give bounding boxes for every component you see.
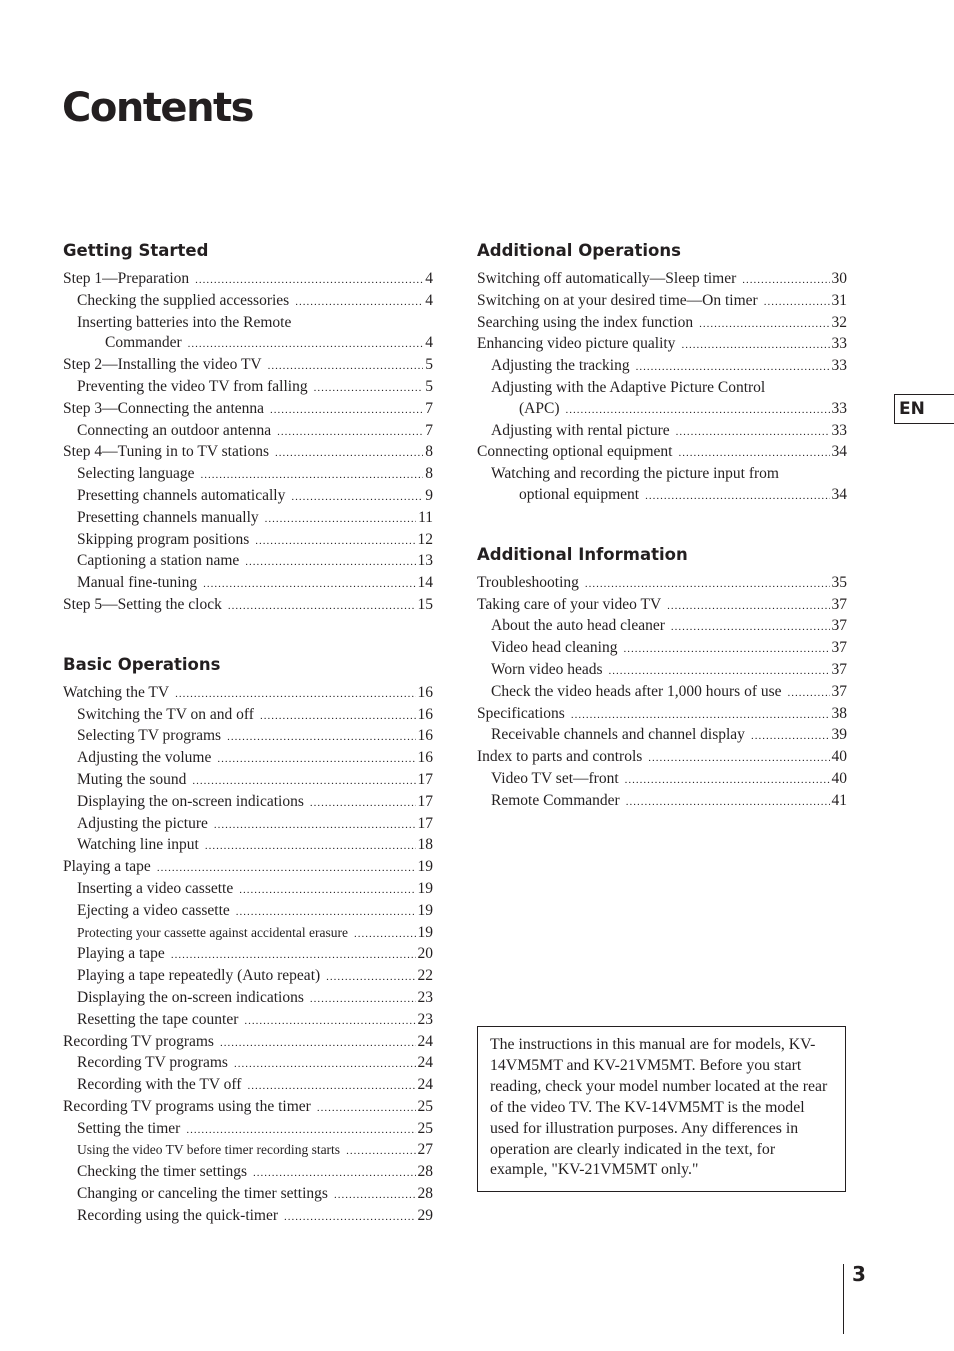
dot-leader <box>699 314 829 335</box>
toc-entry-text: Presetting channels automatically <box>77 486 286 504</box>
toc-page-number: 37 <box>831 682 847 700</box>
toc-page-number: 41 <box>831 791 847 809</box>
toc-page-number: 33 <box>831 335 847 353</box>
toc-page-number: 18 <box>417 836 433 854</box>
toc-entry <box>63 683 433 705</box>
toc-section <box>477 544 847 813</box>
toc-entry <box>63 1206 433 1228</box>
toc-entry-text: Resetting the tape counter <box>77 1010 239 1028</box>
toc-page-number: 33 <box>831 357 847 375</box>
toc-section <box>63 240 433 617</box>
section-heading: Additional Information <box>477 544 688 564</box>
dot-leader <box>171 945 416 966</box>
toc-page-number: 7 <box>425 421 433 439</box>
dot-leader <box>255 531 415 552</box>
toc-page-number: 28 <box>417 1185 433 1203</box>
toc-entry <box>477 682 847 704</box>
section-heading: Basic Operations <box>63 654 221 674</box>
toc-page-number: 16 <box>417 727 433 745</box>
toc-entry-text: Adjusting the tracking <box>491 357 630 375</box>
dot-leader <box>788 683 830 704</box>
toc-entry <box>63 573 433 595</box>
toc-entry <box>477 421 847 443</box>
dot-leader <box>205 836 416 857</box>
dot-leader <box>667 596 829 617</box>
dot-leader <box>217 749 415 770</box>
toc-entry <box>63 814 433 836</box>
toc-entry <box>63 705 433 727</box>
toc-page-number: 37 <box>831 595 847 613</box>
dot-leader <box>295 292 423 313</box>
dot-leader <box>275 443 423 464</box>
dot-leader <box>676 422 830 443</box>
toc-entry-text: Specifications <box>477 704 565 722</box>
dot-leader <box>314 378 424 399</box>
toc-entry <box>63 835 433 857</box>
toc-entry <box>477 291 847 313</box>
toc-entry-text: Playing a tape <box>77 945 165 963</box>
toc-entry <box>63 421 433 443</box>
toc-page-number: 17 <box>417 814 433 832</box>
toc-entry <box>63 1162 433 1184</box>
dot-leader <box>354 924 415 945</box>
dot-leader <box>245 552 415 573</box>
toc-entry-text: Muting the sound <box>77 770 187 788</box>
toc-page-number: 38 <box>831 704 847 722</box>
toc-page-number: 9 <box>425 486 433 504</box>
toc-entry <box>477 313 847 335</box>
toc-entry-text: Check the video heads after 1,000 hours of use <box>491 682 782 700</box>
dot-leader <box>236 902 416 923</box>
toc-entry <box>477 269 847 291</box>
model-note-box: The instructions in this manual are for models, KV-14VM5MT and KV-21VM5MT. Before you start reading, check your model number located at the rear of the video TV. The KV-14VM5MT is the model used for illustration purposes. Any differences in operation are clearly indicated in the text, for example, "KV-21VM5MT only." <box>477 1026 846 1192</box>
toc-page-number: 25 <box>417 1097 433 1115</box>
toc-entry <box>63 879 433 901</box>
dot-leader <box>203 574 415 595</box>
toc-entry <box>63 966 433 988</box>
toc-entry <box>477 660 847 682</box>
toc-entry-text: Captioning a station name <box>77 552 240 570</box>
toc-entry-text: Video head cleaning <box>491 639 618 657</box>
toc-page-number: 37 <box>831 660 847 678</box>
toc-entry-text: Recording using the quick-timer <box>77 1206 279 1224</box>
toc-entry-text: Remote Commander <box>491 791 620 809</box>
toc-entry-text: Displaying the on-screen indications <box>77 792 304 810</box>
dot-leader <box>157 858 416 879</box>
toc-page-number: 7 <box>425 399 433 417</box>
toc-entry <box>63 988 433 1010</box>
toc-page-number: 16 <box>417 683 433 701</box>
dot-leader <box>648 748 829 769</box>
toc-entry-text: Checking the supplied accessories <box>77 291 290 309</box>
toc-entry <box>63 442 433 464</box>
toc-entry <box>477 704 847 726</box>
dot-leader <box>186 1120 415 1141</box>
dot-leader <box>265 509 416 530</box>
toc-entry-text: Adjusting the picture <box>77 814 208 832</box>
toc-page-number: 16 <box>417 705 433 723</box>
dot-leader <box>268 356 424 377</box>
toc-entry-text: About the auto head cleaner <box>491 617 665 635</box>
dot-leader <box>201 465 424 486</box>
toc-page-number: 37 <box>831 617 847 635</box>
toc-page-number: 34 <box>831 443 847 461</box>
toc-page-number: 12 <box>417 530 433 548</box>
toc-page-number: 23 <box>417 1010 433 1028</box>
dot-leader <box>671 617 830 638</box>
toc-entry <box>477 573 847 595</box>
toc-page-number: 4 <box>425 270 433 287</box>
toc-entry-text: Step 4—Tuning in to TV stations <box>63 443 269 461</box>
toc-entry-text: Step 5—Setting the clock <box>63 595 222 613</box>
dot-leader <box>585 574 830 595</box>
toc-entry-text: Adjusting the volume <box>77 749 212 767</box>
toc-section <box>63 654 433 1228</box>
toc-page-number: 29 <box>417 1206 433 1224</box>
toc-entry-text: Connecting an outdoor antenna <box>77 421 272 439</box>
toc-entry-text: Skipping program positions <box>77 530 250 548</box>
toc-page-number: 30 <box>831 270 847 287</box>
toc-entry <box>477 378 847 399</box>
dot-leader <box>626 792 830 813</box>
toc-page-number: 24 <box>417 1076 433 1094</box>
toc-entry <box>63 1075 433 1097</box>
toc-entry <box>63 595 433 617</box>
toc-entry <box>477 638 847 660</box>
dot-leader <box>645 486 829 507</box>
toc-entry <box>477 334 847 356</box>
toc-entry <box>63 530 433 552</box>
toc-entry-text: Displaying the on-screen indications <box>77 988 304 1006</box>
toc-entry-text: Commander <box>105 334 182 352</box>
dot-leader <box>326 967 415 988</box>
toc-entry <box>63 748 433 770</box>
toc-entry-text: Watching the TV <box>63 683 170 701</box>
dot-leader <box>346 1141 415 1162</box>
dot-leader <box>260 706 416 727</box>
toc-entry-text: Ejecting a video cassette <box>77 901 230 919</box>
toc-entry <box>63 1097 433 1119</box>
section-heading: Getting Started <box>63 241 209 260</box>
toc-page-number: 17 <box>417 770 433 788</box>
toc-entry-text: Recording TV programs <box>63 1032 214 1050</box>
toc-entry-text: Enhancing video picture quality <box>477 335 676 353</box>
toc-entry <box>63 291 433 313</box>
toc-entry-text: Recording with the TV off <box>77 1076 242 1094</box>
toc-entry <box>63 269 433 291</box>
toc-entry-text: Selecting TV programs <box>77 727 222 745</box>
toc-entry <box>63 1032 433 1054</box>
toc-page-number: 28 <box>417 1163 433 1181</box>
toc-entry-text: Watching line input <box>77 836 199 854</box>
toc-entry-text: Changing or canceling the timer settings <box>77 1185 328 1203</box>
toc-entry-text: Recording TV programs using the timer <box>63 1097 311 1115</box>
toc-entry <box>63 313 433 334</box>
toc-entry-text: Adjusting with the Adaptive Picture Control <box>491 378 766 396</box>
toc-page-number: 17 <box>417 792 433 810</box>
toc-entry <box>63 792 433 814</box>
dot-leader <box>284 1207 415 1228</box>
dot-leader <box>220 1033 416 1054</box>
dot-leader <box>623 639 829 660</box>
toc-page-number: 19 <box>417 858 433 876</box>
toc-entry-continuation <box>477 485 847 507</box>
toc-page-number: 4 <box>425 291 433 309</box>
page-number-rule <box>843 1264 844 1334</box>
toc-entry-text: Watching and recording the picture input from <box>491 465 779 483</box>
toc-page-number: 19 <box>417 901 433 919</box>
toc-page-number: 15 <box>417 595 433 613</box>
dot-leader <box>751 726 830 747</box>
toc-page-number: 24 <box>417 1054 433 1072</box>
dot-leader <box>228 596 416 617</box>
toc-entry <box>63 1184 433 1206</box>
toc-entry <box>63 857 433 879</box>
toc-page-number: 34 <box>831 485 847 503</box>
toc-entry-text: Receivable channels and channel display <box>491 726 745 744</box>
toc-entry-text: Manual fine-tuning <box>77 574 198 592</box>
dot-leader <box>244 1011 415 1032</box>
dot-leader <box>227 727 415 748</box>
page-number: 3 <box>852 1262 866 1286</box>
toc-page-number: 8 <box>425 465 433 483</box>
toc-entry-text: Step 1—Preparation <box>63 270 190 287</box>
toc-entry <box>477 442 847 464</box>
language-tab: EN <box>894 394 954 424</box>
toc-page-number: 4 <box>425 334 433 352</box>
toc-entry <box>63 551 433 573</box>
toc-entry <box>63 1119 433 1141</box>
toc-right-column <box>477 240 847 813</box>
toc-entry <box>477 464 847 485</box>
dot-leader <box>310 793 416 814</box>
dot-leader <box>214 815 416 836</box>
toc-entry <box>477 791 847 813</box>
toc-entry-text: Checking the timer settings <box>77 1163 248 1181</box>
toc-entry <box>63 1010 433 1032</box>
toc-entry-text: Worn video heads <box>491 660 603 678</box>
toc-entry <box>63 1053 433 1075</box>
dot-leader <box>681 335 829 356</box>
toc-section <box>477 240 847 507</box>
toc-page-number: 19 <box>417 923 433 941</box>
toc-page-number: 35 <box>831 573 847 591</box>
dot-leader <box>571 705 830 726</box>
toc-page-number: 32 <box>831 313 847 331</box>
toc-entry-text: Selecting language <box>77 465 195 483</box>
dot-leader <box>317 1098 416 1119</box>
toc-entry <box>477 356 847 378</box>
dot-leader <box>678 443 829 464</box>
toc-entry-text: Presetting channels manually <box>77 508 259 526</box>
toc-page-number: 31 <box>831 291 847 309</box>
toc-page-number: 33 <box>831 399 847 417</box>
toc-entry <box>63 770 433 792</box>
toc-entry-text: Connecting optional equipment <box>477 443 673 461</box>
dot-leader <box>277 422 423 443</box>
toc-page-number: 37 <box>831 639 847 657</box>
toc-entry-text: Preventing the video TV from falling <box>77 377 308 395</box>
dot-leader <box>195 270 423 291</box>
toc-entry-text: Video TV set—front <box>491 769 619 787</box>
dot-leader <box>188 334 424 355</box>
toc-page-number: 11 <box>418 508 433 526</box>
toc-page-number: 5 <box>425 356 433 374</box>
toc-entry-text: Step 3—Connecting the antenna <box>63 399 265 417</box>
toc-entry-text: Recording TV programs <box>77 1054 228 1072</box>
toc-entry-text: Playing a tape <box>63 858 151 876</box>
toc-page-number: 14 <box>417 574 433 592</box>
toc-entry-text: Adjusting with rental picture <box>491 421 670 439</box>
dot-leader <box>247 1076 415 1097</box>
toc-entry-continuation <box>63 333 433 355</box>
dot-leader <box>609 661 830 682</box>
toc-entry-text: Switching on at your desired time—On timer <box>477 291 758 309</box>
toc-entry-text: Setting the timer <box>77 1119 181 1137</box>
toc-entry <box>63 355 433 377</box>
dot-leader <box>310 989 416 1010</box>
toc-entry-text: (APC) <box>519 399 560 417</box>
dot-leader <box>334 1185 416 1206</box>
dot-leader <box>253 1163 415 1184</box>
toc-entry-text: Switching the TV on and off <box>77 705 254 723</box>
dot-leader <box>239 880 415 901</box>
toc-entry-text: Step 2—Installing the video TV <box>63 356 262 374</box>
toc-page-number: 13 <box>417 552 433 570</box>
toc-entry <box>63 726 433 748</box>
dot-leader <box>625 770 830 791</box>
toc-page-number: 25 <box>417 1119 433 1137</box>
toc-entry-text: Searching using the index function <box>477 313 694 331</box>
toc-entry <box>63 944 433 966</box>
dot-leader <box>270 400 423 421</box>
toc-entry <box>477 616 847 638</box>
toc-entry <box>477 747 847 769</box>
toc-page-number: 20 <box>417 945 433 963</box>
toc-page-number: 23 <box>417 988 433 1006</box>
toc-entry-text: Troubleshooting <box>477 573 579 591</box>
section-heading: Additional Operations <box>477 241 681 260</box>
toc-page-number: 33 <box>831 421 847 439</box>
toc-entry <box>63 377 433 399</box>
dot-leader <box>742 270 829 291</box>
toc-entry <box>477 725 847 747</box>
toc-entry <box>63 923 433 945</box>
toc-entry-text: Protecting your cassette against accidental erasure <box>77 924 349 940</box>
toc-entry <box>477 595 847 617</box>
toc-page-number: 8 <box>425 443 433 461</box>
toc-entry-text: Taking care of your video TV <box>477 595 662 613</box>
toc-entry <box>63 486 433 508</box>
dot-leader <box>764 292 830 313</box>
dot-leader <box>636 357 830 378</box>
dot-leader <box>175 684 415 705</box>
toc-entry-text: Inserting a video cassette <box>77 879 234 897</box>
dot-leader <box>565 400 829 421</box>
toc-page-number: 39 <box>831 726 847 744</box>
toc-entry <box>477 769 847 791</box>
toc-entry-text: Inserting batteries into the Remote <box>77 313 292 331</box>
toc-entry-text: optional equipment <box>519 485 640 503</box>
dot-leader <box>192 771 415 792</box>
toc-entry-text: Playing a tape repeatedly (Auto repeat) <box>77 967 321 985</box>
toc-entry-text: Using the video TV before timer recording starts <box>77 1142 341 1158</box>
toc-entry <box>63 464 433 486</box>
toc-page-number: 27 <box>417 1141 433 1159</box>
toc-page-number: 40 <box>831 769 847 787</box>
toc-entry <box>63 399 433 421</box>
toc-page-number: 24 <box>417 1032 433 1050</box>
page-title: Contents <box>62 85 253 131</box>
toc-page-number: 22 <box>417 967 433 985</box>
toc-page-number: 16 <box>417 749 433 767</box>
toc-entry <box>63 901 433 923</box>
dot-leader <box>291 487 423 508</box>
toc-entry <box>63 1140 433 1162</box>
toc-entry-continuation <box>477 399 847 421</box>
toc-entry <box>63 508 433 530</box>
dot-leader <box>234 1054 416 1075</box>
toc-left-column <box>63 240 433 1228</box>
toc-entry-text: Switching off automatically—Sleep timer <box>477 270 737 287</box>
toc-page-number: 5 <box>425 377 433 395</box>
toc-entry-text: Index to parts and controls <box>477 748 643 766</box>
toc-page-number: 19 <box>417 879 433 897</box>
toc-page-number: 40 <box>831 748 847 766</box>
